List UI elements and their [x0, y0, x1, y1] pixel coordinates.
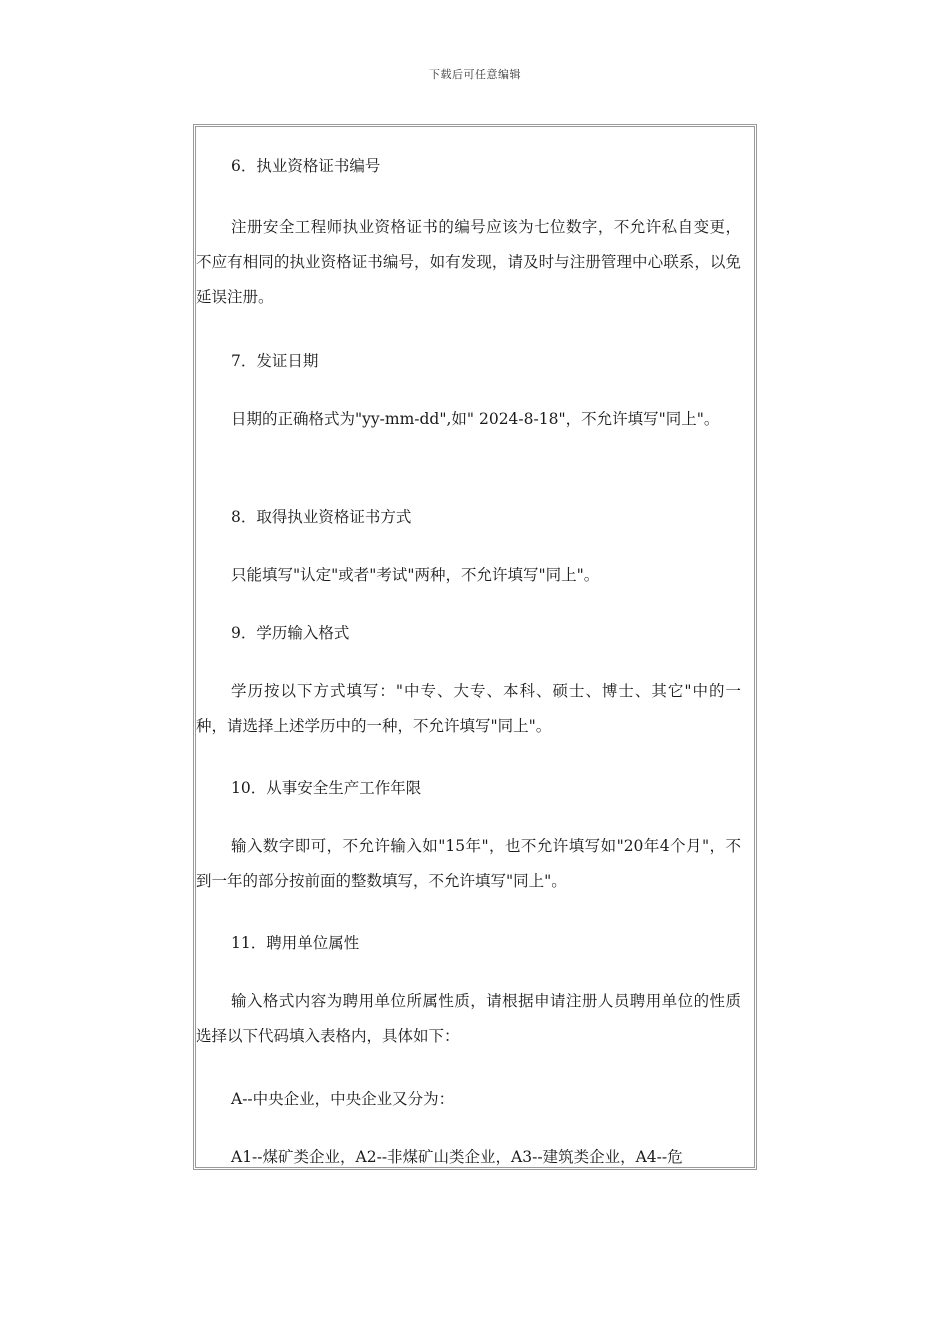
section-heading-6: 6．执业资格证书编号 — [231, 157, 381, 175]
section-heading-10: 10．从事安全生产工作年限 — [231, 779, 422, 797]
paragraph-certificate-method: 只能填写"认定"或者"考试"两种，不允许填写"同上"。 — [231, 566, 600, 584]
paragraph-work-years: 输入数字即可，不允许输入如"15年"，也不允许填写如"20年4个月"，不到一年的部分按前面的整数填写，不允许填写"同上"。 — [196, 837, 741, 890]
document-frame — [193, 124, 757, 1170]
page-header-note: 下载后可任意编辑 — [429, 68, 521, 81]
section-heading-11: 11．聘用单位属性 — [231, 934, 360, 952]
paragraph-employer-attribute: 输入格式内容为聘用单位所属性质，请根据申请注册人员聘用单位的性质选择以下代码填入表格内，具体如下： — [196, 992, 741, 1045]
document-body — [196, 127, 754, 1167]
paragraph-issue-date: 日期的正确格式为"yy-mm-dd",如" 2024-8-18"，不允许填写"同上"。 — [231, 410, 720, 428]
section-heading-9: 9．学历输入格式 — [231, 624, 350, 642]
section-heading-7: 7．发证日期 — [231, 352, 319, 370]
paragraph-central-enterprise: A--中央企业，中央企业又分为： — [231, 1090, 455, 1108]
paragraph-certificate-number: 注册安全工程师执业资格证书的编号应该为七位数字，不允许私自变更，不应有相同的执业资格证书编号，如有发现，请及时与注册管理中心联系，以免延误注册。 — [196, 218, 741, 306]
paragraph-education-format: 学历按以下方式填写："中专、大专、本科、硕士、博士、其它"中的一种，请选择上述学历中的一种，不允许填写"同上"。 — [196, 682, 741, 735]
section-heading-8: 8．取得执业资格证书方式 — [231, 508, 412, 526]
paragraph-enterprise-codes: A1--煤矿类企业，A2--非煤矿山类企业，A3--建筑类企业，A4--危 — [231, 1148, 683, 1166]
